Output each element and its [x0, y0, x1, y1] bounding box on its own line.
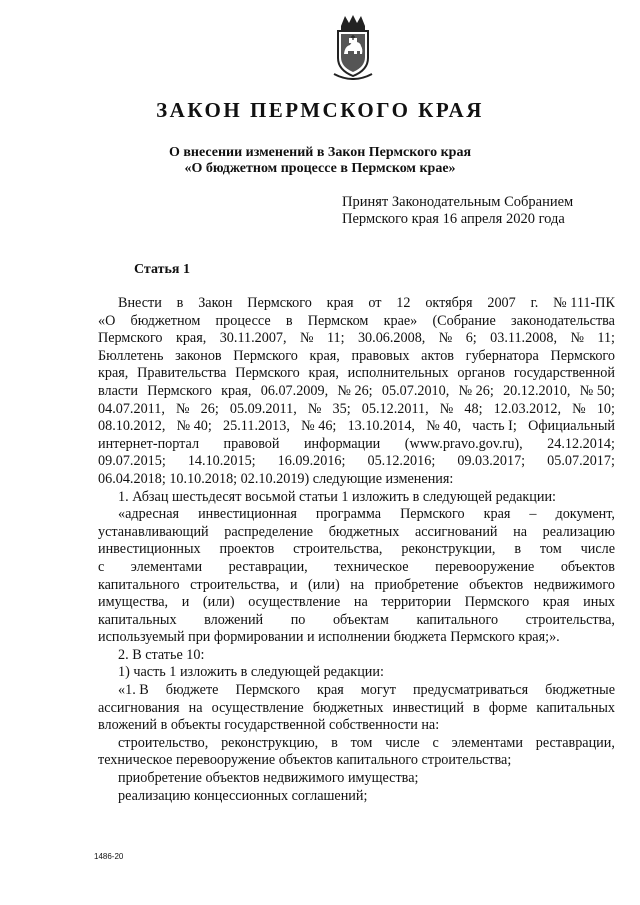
body-word: иных [583, 594, 615, 611]
body-word: «1. В [118, 682, 149, 699]
body-word: форме [488, 699, 528, 716]
body-word: и [289, 576, 298, 593]
body-word: программа [315, 506, 382, 523]
body-word: осуществление [248, 594, 341, 611]
adoption-line: Пермского края 16 апреля 2020 года [342, 211, 565, 227]
body-word: недвижимого [533, 576, 615, 593]
body-word: реконструкции, [401, 541, 496, 558]
body-word: № [175, 400, 190, 417]
body-word: в [514, 541, 522, 558]
body-word: № 26; [337, 382, 373, 399]
body-word: в [331, 734, 338, 751]
body-word: от [368, 295, 382, 311]
body-word: территории [381, 594, 452, 611]
body-line [98, 401, 615, 419]
body-word: объектам [332, 611, 389, 628]
body-word: 05.12.2011, [361, 400, 429, 417]
body-word: государственной [513, 365, 615, 382]
body-word: капитального [416, 611, 499, 628]
body-word: часть I; [472, 418, 517, 435]
body-word: законов [175, 347, 222, 364]
body-word: элементами [451, 734, 523, 751]
body-word: бюджетных [328, 523, 400, 540]
body-word: имущества, [98, 594, 169, 611]
body-word: том [539, 541, 562, 558]
body-word: 05.07.2010, [381, 382, 450, 399]
body-word: Пермского [464, 594, 530, 611]
body-line [98, 594, 615, 612]
body-word: объектов [469, 576, 524, 593]
body-word: в [176, 295, 184, 311]
body-word: инвестиционных [98, 541, 201, 558]
law-subtitle [0, 145, 640, 177]
body-word: 6; [465, 330, 477, 347]
body-word: приобретение [374, 576, 459, 593]
body-word: 20.12.2010, [503, 382, 571, 399]
body-line: 1. Абзац шестьдесят восьмой статьи 1 изложить в следующей редакции: [118, 488, 556, 505]
body-word: № 46; [301, 418, 337, 435]
body-word: 12 [396, 295, 411, 311]
body-line [98, 436, 615, 454]
body-word: актов [421, 347, 454, 364]
body-line [98, 506, 615, 524]
body-line: техническое перевооружение объектов капитального строительства; [98, 752, 512, 769]
body-word: края, [221, 382, 252, 399]
body-word: 03.11.2008, [490, 330, 558, 347]
body-word: бюджетных [312, 699, 384, 716]
article-heading: Статья 1 [134, 262, 190, 277]
body-word: строительство, [118, 734, 209, 751]
body-word: Пермского [235, 682, 300, 699]
body-word: Пермского [550, 347, 615, 364]
body-word: капитальных [536, 699, 615, 716]
body-word: (www.pravo.gov.ru), [404, 435, 523, 452]
body-word: с [98, 558, 105, 575]
body-word: 2007 [487, 295, 516, 311]
subtitle-line: О внесении изменений в Закон Пермского края [168, 145, 472, 160]
body-word: 08.10.2012, [98, 418, 166, 435]
body-line [98, 612, 615, 630]
body-line [98, 313, 615, 331]
body-line [98, 348, 615, 366]
body-word: (или) [308, 576, 340, 593]
body-line: вложений в объекты государственной собственности на: [98, 717, 440, 734]
body-word: числе [385, 734, 420, 751]
body-word: 25.11.2013, [223, 418, 290, 435]
body-word: и [181, 594, 190, 611]
body-word: 05.09.2011, [229, 400, 297, 417]
adoption-line: Принят Законодательным Собранием [342, 194, 574, 210]
body-word: губернатора [465, 347, 539, 364]
body-word: на [353, 594, 368, 611]
body-line [98, 559, 615, 577]
body-line: реализацию концессионных соглашений; [118, 787, 368, 804]
body-word: крае» [383, 312, 418, 329]
body-word: строительства, [293, 541, 383, 558]
adoption-note [342, 194, 573, 228]
body-word: в [473, 699, 480, 716]
body-line [98, 735, 615, 753]
body-word: бюджетные [545, 682, 615, 699]
body-word: № [299, 330, 314, 347]
body-word: реставрации, [535, 734, 615, 751]
body-word: края [326, 295, 354, 311]
body-word: распределение [224, 523, 314, 540]
body-word: 09.03.2017; [457, 453, 526, 470]
body-word: документ, [555, 506, 615, 523]
body-word: Пермского [235, 365, 300, 382]
body-word: на [188, 699, 203, 716]
body-word: органов [457, 365, 506, 382]
body-word: 35; [332, 400, 351, 417]
body-word: ассигнований [414, 523, 498, 540]
body-word: строительства, [525, 611, 615, 628]
body-word: края, [98, 365, 129, 382]
body-line [98, 453, 615, 471]
body-word: № 40, [426, 418, 462, 435]
body-word: реализацию [542, 523, 615, 540]
body-line [98, 295, 615, 313]
body-word: края [542, 594, 570, 611]
body-line [98, 541, 615, 559]
body-word: октября [425, 295, 473, 311]
body-word: реконструкцию, [221, 734, 319, 751]
body-word: края, [308, 365, 339, 382]
body-word: 04.07.2011, [98, 400, 165, 417]
body-word: 26; [200, 400, 219, 417]
body-word: власти [98, 382, 138, 399]
body-word: числе [580, 541, 615, 558]
body-word: края [483, 506, 511, 523]
body-word: № [438, 330, 453, 347]
body-word: перевооружение [435, 558, 535, 575]
body-word: края [316, 682, 344, 699]
body-word: № [570, 330, 584, 347]
body-word: по [290, 611, 306, 628]
body-word: реставрации, [228, 558, 308, 575]
body-line: 06.04.2018; 10.10.2018; 02.10.2019) следующие изменения: [98, 470, 454, 487]
body-word: (или) [202, 594, 235, 611]
body-word: объектов [560, 558, 615, 575]
body-word: правовых [351, 347, 410, 364]
body-line [98, 418, 615, 436]
body-line [98, 700, 615, 718]
body-word: № 111-ПК [553, 295, 615, 311]
body-word: осуществление [211, 699, 304, 716]
body-word: № [439, 400, 454, 417]
body-word: края, [175, 330, 207, 347]
body-word: 05.12.2016; [367, 453, 436, 470]
body-word: 48; [464, 400, 483, 417]
subtitle-line: «О бюджетном процессе в Пермском крае» [184, 161, 456, 176]
body-line [98, 577, 615, 595]
body-word: 24.12.2014; [547, 435, 615, 452]
body-word: 30.11.2007, [219, 330, 287, 347]
body-word: № [572, 400, 586, 417]
body-word: инвестиций [392, 699, 464, 716]
body-word: ассигнования [98, 699, 180, 716]
body-word: с [432, 734, 439, 751]
body-word: № 50; [579, 382, 615, 399]
body-word: 30.06.2008, [357, 330, 426, 347]
body-word: на [350, 576, 365, 593]
body-word: бюджетном [130, 312, 201, 329]
body-word: 13.10.2014, [347, 418, 415, 435]
body-word: 09.07.2015; [98, 453, 166, 470]
body-word: Правительства [137, 365, 227, 382]
body-word: процессе [215, 312, 271, 329]
body-word: 05.07.2017; [547, 453, 615, 470]
body-word: 11; [597, 330, 615, 347]
body-word: № [307, 400, 322, 417]
body-line [98, 365, 615, 383]
body-word: Официальный [528, 418, 615, 435]
body-word: капитального [98, 576, 180, 593]
body-word: «адресная [118, 506, 180, 523]
body-word: Пермского [147, 382, 212, 399]
body-word: предусматриваться [412, 682, 529, 699]
body-line: используемый при формировании и исполнении бюджета Пермского края;». [98, 629, 560, 646]
body-word: бюджете [165, 682, 219, 699]
body-word: интернет-портал [98, 435, 200, 452]
body-word: могут [360, 682, 396, 699]
body-word: Внести [118, 295, 162, 311]
body-word: техническое [334, 558, 409, 575]
body-word: 06.07.2009, [260, 382, 329, 399]
body-word: элементами [130, 558, 203, 575]
body-word: на [513, 523, 528, 540]
coat-of-arms-emblem [330, 14, 376, 80]
body-word: 12.03.2012, [493, 400, 562, 417]
body-word: Пермского [233, 347, 298, 364]
body-word: Пермского [98, 330, 163, 347]
body-word: 16.09.2016; [277, 453, 346, 470]
law-title: ЗАКОН ПЕРМСКОГО КРАЯ [156, 98, 484, 122]
body-word: в [285, 312, 293, 329]
body-word: «О [98, 312, 116, 329]
body-word: края, [309, 347, 340, 364]
body-word: правовой [223, 435, 280, 452]
body-word: № 26; [458, 382, 494, 399]
body-word: Пермского [400, 506, 465, 523]
body-word: Пермском [307, 312, 369, 329]
body-line: приобретение объектов недвижимого имущества; [118, 770, 419, 787]
body-word: строительства, [190, 576, 280, 593]
body-line [98, 682, 615, 700]
body-word: Закон [198, 295, 233, 311]
body-word: устанавливающий [98, 523, 209, 540]
body-word: г. [530, 295, 539, 311]
body-word: 10; [596, 400, 615, 417]
document-number: 1486-20 [94, 852, 124, 861]
body-word: вложений [204, 611, 264, 628]
body-line: 1) часть 1 изложить в следующей редакции: [118, 664, 384, 681]
article-body [98, 295, 615, 805]
body-word: 14.10.2015; [187, 453, 256, 470]
body-line [98, 383, 615, 401]
body-line [98, 330, 615, 348]
body-word: законодательства [511, 312, 615, 329]
body-line [98, 524, 615, 542]
body-word: исполнительных [347, 365, 449, 382]
body-line: 2. В статье 10: [118, 646, 205, 663]
body-word: № 40; [176, 418, 212, 435]
body-word: проектов [219, 541, 275, 558]
body-word: (Собрание [432, 312, 496, 329]
body-word: информации [303, 435, 381, 452]
body-word: Пермского [247, 295, 312, 311]
body-word: 11; [326, 330, 345, 347]
body-word: – [529, 506, 537, 523]
body-word: инвестиционная [198, 506, 297, 523]
body-word: том [350, 734, 373, 751]
body-word: капитальных [98, 611, 177, 628]
body-word: Бюллетень [98, 347, 164, 364]
